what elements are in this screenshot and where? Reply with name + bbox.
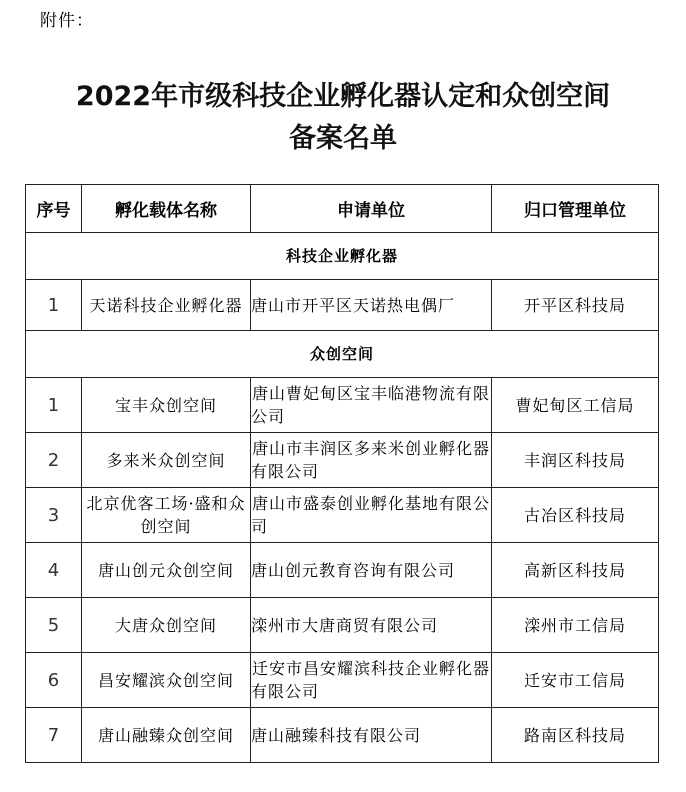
section-label: 科技企业孵化器 [26,233,659,280]
row-index: 1 [26,378,82,433]
row-applicant-unit: 唐山创元教育咨询有限公司 [251,543,492,598]
header-applicant-unit: 申请单位 [251,185,492,233]
table-row [26,433,659,488]
table-row [26,543,659,598]
row-managing-unit: 曹妃甸区工信局 [492,378,659,433]
row-applicant-unit: 唐山市开平区天诺热电偶厂 [251,280,492,331]
table-row [26,653,659,708]
section-row-maker-space [26,331,659,378]
row-carrier-name: 多来米众创空间 [82,433,251,488]
row-carrier-name: 北京优客工场·盛和众创空间 [82,488,251,543]
row-index: 3 [26,488,82,543]
document-title-line-1: 2022年市级科技企业孵化器认定和众创空间 [75,81,611,112]
table-header-row [26,185,659,233]
document-title-line-2: 备案名单 [289,123,397,154]
row-carrier-name: 唐山融臻众创空间 [82,708,251,763]
row-index: 7 [26,708,82,763]
row-carrier-name: 唐山创元众创空间 [82,543,251,598]
table-row [26,708,659,763]
row-carrier-name: 宝丰众创空间 [82,378,251,433]
row-index: 2 [26,433,82,488]
row-managing-unit: 丰润区科技局 [492,433,659,488]
row-applicant-unit: 唐山市丰润区多来米创业孵化器有限公司 [251,433,492,488]
row-managing-unit: 迁安市工信局 [492,653,659,708]
section-label: 众创空间 [26,331,659,378]
row-managing-unit: 路南区科技局 [492,708,659,763]
section-row-incubator [26,233,659,280]
row-index: 6 [26,653,82,708]
row-managing-unit: 高新区科技局 [492,543,659,598]
row-applicant-unit: 滦州市大唐商贸有限公司 [251,598,492,653]
row-index: 1 [26,280,82,331]
row-applicant-unit: 迁安市昌安耀滨科技企业孵化器有限公司 [251,653,492,708]
row-carrier-name: 大唐众创空间 [82,598,251,653]
table-row [26,598,659,653]
table-row [26,378,659,433]
row-managing-unit: 滦州市工信局 [492,598,659,653]
row-managing-unit: 古冶区科技局 [492,488,659,543]
header-managing-unit: 归口管理单位 [492,185,659,233]
table-row [26,280,659,331]
row-carrier-name: 天诺科技企业孵化器 [82,280,251,331]
row-applicant-unit: 唐山曹妃甸区宝丰临港物流有限公司 [251,378,492,433]
row-index: 5 [26,598,82,653]
header-carrier-name: 孵化载体名称 [82,185,251,233]
attachment-label: 附件： [40,11,94,31]
row-applicant-unit: 唐山市盛泰创业孵化基地有限公司 [251,488,492,543]
table-row [26,488,659,543]
row-carrier-name: 昌安耀滨众创空间 [82,653,251,708]
row-managing-unit: 开平区科技局 [492,280,659,331]
roster-table [25,184,659,763]
row-index: 4 [26,543,82,598]
header-index: 序号 [26,185,82,233]
row-applicant-unit: 唐山融臻科技有限公司 [251,708,492,763]
